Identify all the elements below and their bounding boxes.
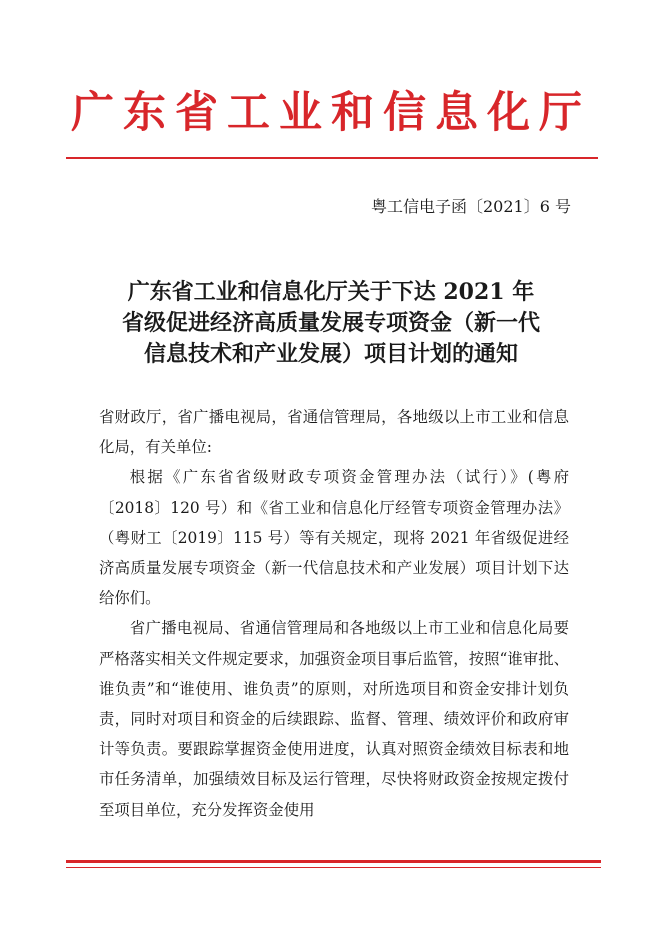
footer-red-rule (66, 860, 601, 868)
title-line-3: 信息技术和产业发展）项目计划的通知 (143, 341, 518, 367)
body-paragraph-2: 省广播电视局、省通信管理局和各地级以上市工业和信息化局要严格落实相关文件规定要求，加强资金项目事后监管，按照“谁审批、谁负责”和“谁使用、谁负责”的原则，对所选项目和资金安排计划负责，同时对项目和资金的后续跟踪、监督、管理、绩效评价和政府审计等负责。要跟踪掌握资金使用进度，认真对照资金绩效目标表和地市任务清单，加强绩效目标及运行管理，尽快将财政资金按规定拨付至项目单位，充分发挥资金使用 (99, 619, 569, 819)
addressees: 省财政厅，省广播电视局，省通信管理局，各地级以上市工业和信息化局，有关单位: (99, 408, 569, 457)
document-body (99, 402, 569, 825)
title-line-2: 省级促进经济高质量发展专项资金（新一代 (121, 310, 540, 336)
title-line-1: 广东省工业和信息化厅关于下达 2021 年 (127, 279, 535, 305)
body-paragraph-1: 根据《广东省省级财政专项资金管理办法（试行）》(粤府〔2018〕120 号）和《省工业和信息化厅经管专项资金管理办法》（粤财工〔2019〕115 号）等有关规定，现将 2021 年省级促进经济高质量发展专项资金（新一代信息技术和产业发展）项目计划下达给你们。 (99, 468, 569, 608)
footer-rule-thin (66, 867, 601, 868)
footer-rule-thick (66, 860, 601, 863)
document-number: 粤工信电子函〔2021〕6 号 (371, 197, 571, 216)
masthead-red-rule (66, 157, 598, 159)
document-title (0, 277, 662, 370)
agency-masthead: 广东省工业和信息化厅 (71, 88, 591, 138)
